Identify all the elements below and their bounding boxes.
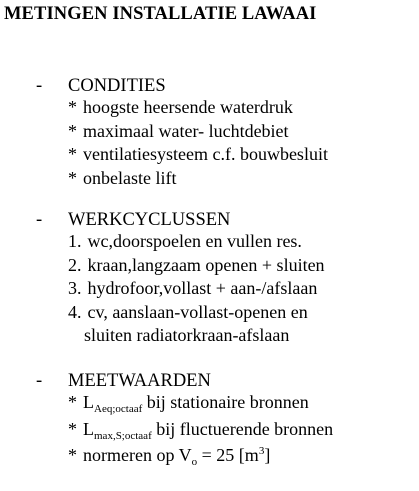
number-marker: 3. (68, 278, 82, 298)
symbol-l: L (83, 418, 94, 439)
bullet-marker: * (68, 120, 77, 141)
list-item (68, 444, 333, 471)
number-marker: 1. (68, 231, 82, 251)
section-heading-condities: CONDITIES (68, 76, 166, 96)
list-item-text: bij stationaire bronnen (142, 392, 309, 412)
subscript-o: o (191, 456, 198, 468)
list-item-text: hoogste heersende waterdruk (83, 97, 293, 117)
section-dash: - (36, 371, 43, 391)
superscript-3: 3 (258, 445, 265, 457)
list-item (68, 230, 325, 254)
list-item (68, 120, 328, 144)
list-item-text: = 25 [m (197, 445, 259, 465)
list-item-text: maximaal water- luchtdebiet (83, 120, 289, 141)
list-item-text: cv, aanslaan-vollast-openen en (87, 301, 308, 322)
bullet-marker: * (68, 445, 77, 465)
list-item-text: ] (264, 445, 271, 465)
list-item (68, 96, 328, 120)
list-item (68, 167, 328, 191)
subscript-max-s-octaaf: max,S;octaaf (94, 429, 152, 442)
section-heading-meetwaarden: MEETWAARDEN (68, 371, 211, 391)
bullet-marker: * (68, 97, 77, 117)
list-item-text: normeren op V (83, 445, 192, 465)
list-item-text: wc,doorspoelen en vullen res. (87, 231, 302, 251)
list-item-text: onbelaste lift (83, 167, 177, 188)
list-item-text: ventilatiesysteem c.f. bouwbesluit (83, 144, 328, 164)
symbol-l: L (83, 392, 94, 412)
list-item-text: sluiten radiatorkraan-afslaan (84, 325, 290, 345)
section-heading-werkcyclussen: WERKCYCLUSSEN (68, 210, 231, 230)
number-marker: 4. (68, 301, 82, 322)
list-item-text: kraan,langzaam openen + sluiten (87, 254, 325, 275)
number-marker: 2. (68, 254, 82, 275)
list-item (68, 254, 325, 278)
meetwaarden-list (68, 391, 333, 471)
bullet-marker: * (68, 392, 77, 412)
list-item (68, 143, 328, 167)
document-title: METINGEN INSTALLATIE LAWAAI (4, 4, 317, 24)
list-item (68, 301, 325, 325)
werkcyclussen-list (68, 230, 325, 348)
bullet-marker: * (68, 144, 77, 164)
bullet-marker: * (68, 167, 77, 188)
list-item-continuation (68, 324, 325, 348)
list-item (68, 391, 333, 418)
subscript-aeq-octaaf: Aeq;octaaf (94, 403, 143, 415)
section-dash: - (36, 210, 43, 230)
condities-list (68, 96, 328, 190)
list-item (68, 418, 333, 445)
section-dash: - (36, 76, 43, 96)
bullet-marker: * (68, 418, 77, 439)
list-item-text: bij fluctuerende bronnen (151, 418, 334, 439)
list-item-text: hydrofoor,vollast + aan-/afslaan (87, 278, 318, 298)
list-item (68, 277, 325, 301)
